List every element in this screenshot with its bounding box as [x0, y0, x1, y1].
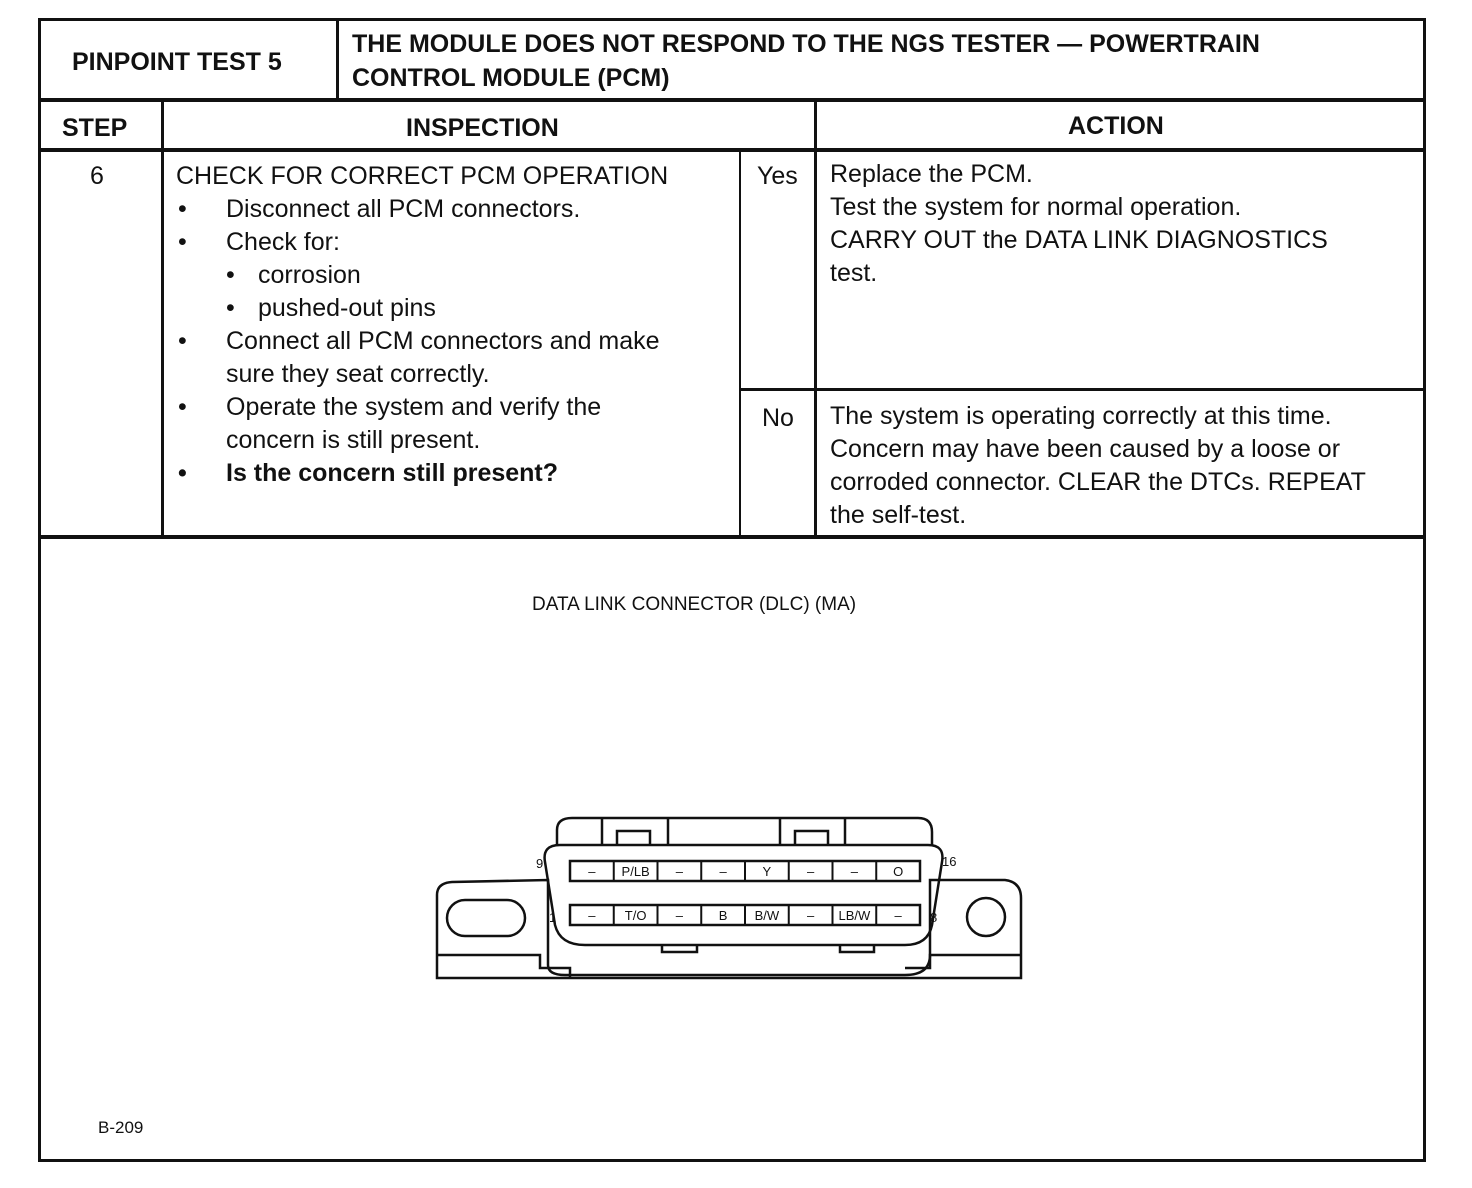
inspection-heading: CHECK FOR CORRECT PCM OPERATION — [176, 162, 669, 190]
pin-wire-color-label: – — [807, 864, 815, 879]
action-col-divider — [814, 100, 817, 537]
no-action-text — [830, 400, 1422, 532]
action-line: The system is operating correctly at this time. — [830, 402, 1332, 430]
checklist-item-line: • Check for: — [226, 228, 340, 256]
yesno-col-divider — [739, 150, 741, 537]
checklist-item — [176, 193, 736, 226]
checklist-item — [176, 391, 736, 457]
step-column-header: STEP — [62, 114, 128, 142]
checklist-item-line: concern is still present. — [226, 426, 481, 454]
step-number: 6 — [90, 162, 104, 190]
pin-wire-color-label: T/O — [624, 908, 647, 923]
test-label: PINPOINT TEST 5 — [72, 48, 282, 76]
checklist-item — [176, 457, 736, 490]
action-column-header: ACTION — [1068, 112, 1164, 140]
pin-8-label: 8 — [930, 910, 938, 925]
action-line: Replace the PCM. — [830, 160, 1033, 188]
pin-16-label: 16 — [942, 854, 957, 869]
action-line: corroded connector. CLEAR the DTCs. REPEAT — [830, 468, 1366, 496]
pin-wire-color-label: – — [719, 864, 727, 879]
pin-wire-color-label: – — [850, 864, 858, 879]
checklist-item-line: • pushed-out pins — [258, 294, 436, 322]
yes-no-divider — [740, 388, 1426, 391]
pin-wire-color-label: – — [675, 864, 683, 879]
pin-wire-color-label: P/LB — [621, 864, 650, 879]
pin-wire-color-label: – — [894, 908, 902, 923]
checklist-item-line: • Disconnect all PCM connectors. — [226, 195, 581, 223]
inspection-checklist — [176, 193, 736, 490]
no-label: No — [762, 404, 794, 432]
pin-wire-color-label: B — [718, 908, 728, 923]
pin-wire-color-label: – — [675, 908, 683, 923]
pin-wire-color-label: – — [807, 908, 815, 923]
test-title-line-1: THE MODULE DOES NOT RESPOND TO THE NGS TESTER — POWERTRAIN — [352, 30, 1260, 58]
column-header-divider — [38, 148, 1426, 152]
action-line: test. — [830, 259, 878, 287]
yes-label: Yes — [757, 162, 798, 190]
checklist-item — [176, 226, 736, 259]
figure-id: B-209 — [98, 1118, 144, 1137]
yes-action-text — [830, 158, 1420, 290]
checklist-item — [176, 259, 736, 292]
header-col-divider — [336, 18, 339, 100]
header-divider — [38, 98, 1426, 102]
checklist-item-line: • Connect all PCM connectors and make — [226, 327, 660, 355]
action-line: CARRY OUT the DATA LINK DIAGNOSTICS — [830, 226, 1328, 254]
checklist-item-line: • corrosion — [258, 261, 361, 289]
pin-9-label: 9 — [536, 856, 544, 871]
checklist-item — [176, 325, 736, 391]
pin-wire-color-label: B/W — [754, 908, 780, 923]
pin-wire-color-label: – — [588, 864, 596, 879]
diagram-caption: DATA LINK CONNECTOR (DLC) (MA) — [532, 594, 857, 615]
action-line: Concern may have been caused by a loose or — [830, 435, 1341, 463]
pin-wire-color-label: LB/W — [838, 908, 871, 923]
diagram-divider — [38, 535, 1426, 539]
pin-wire-color-label: Y — [762, 864, 772, 879]
checklist-item-line: • Is the concern still present? — [226, 459, 559, 487]
test-title-line-2: CONTROL MODULE (PCM) — [352, 64, 670, 92]
step-col-divider — [161, 100, 164, 537]
pin-1-label: 1 — [549, 910, 557, 925]
pin-wire-color-label: O — [893, 864, 904, 879]
checklist-item-line: • Operate the system and verify the — [226, 393, 602, 421]
action-line: the self-test. — [830, 501, 967, 529]
action-line: Test the system for normal operation. — [830, 193, 1242, 221]
checklist-item — [176, 292, 736, 325]
pin-wire-color-label: – — [588, 908, 596, 923]
checklist-item-line: sure they seat correctly. — [226, 360, 490, 388]
inspection-column-header: INSPECTION — [406, 114, 559, 142]
